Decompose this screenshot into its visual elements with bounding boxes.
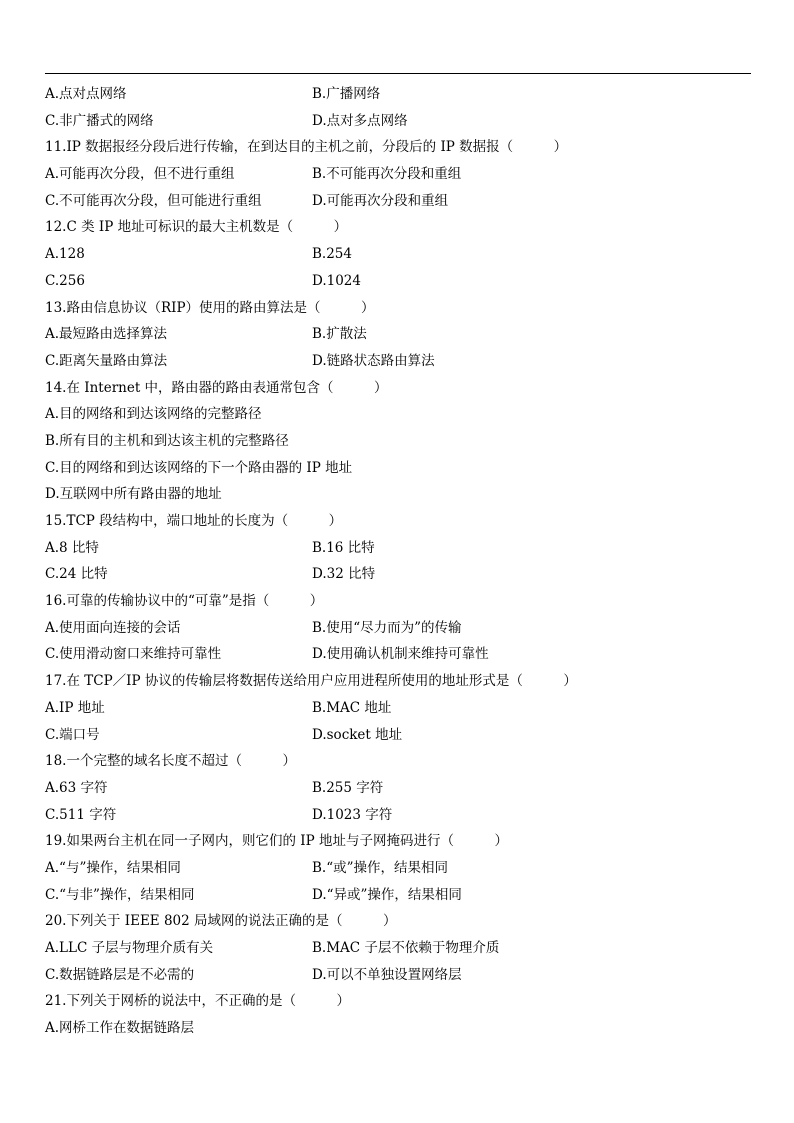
option-row xyxy=(45,321,751,348)
option-right: B.254 xyxy=(312,246,352,263)
question-stem: 17.在 TCP／IP 协议的传输层将数据传送给用户应用进程所使用的地址形式是（ ） xyxy=(45,673,577,690)
option-row xyxy=(45,962,751,989)
option-row xyxy=(45,615,751,642)
option-right: D.1024 xyxy=(312,272,361,289)
option-single: C.目的网络和到达该网络的下一个路由器的 IP 地址 xyxy=(45,459,353,476)
option-right: D.可以不单独设置网络层 xyxy=(312,966,462,983)
option-left: A.128 xyxy=(45,246,85,263)
option-row xyxy=(45,561,751,588)
option-row xyxy=(45,268,751,295)
option-right: D.可能再次分段和重组 xyxy=(312,192,449,209)
question-stem: 21.下列关于网桥的说法中，不正确的是（ ） xyxy=(45,993,350,1010)
option-row xyxy=(45,802,751,829)
option-right: B.扩散法 xyxy=(312,326,367,343)
option-left: C.使用滑动窗口来维持可靠性 xyxy=(45,646,222,663)
option-row xyxy=(45,188,751,215)
option-right: D.使用确认机制来维持可靠性 xyxy=(312,646,489,663)
option-left: C.距离矢量路由算法 xyxy=(45,352,168,369)
option-left: A.“与”操作，结果相同 xyxy=(45,859,181,876)
option-row xyxy=(45,775,751,802)
question-stem: 11.IP 数据报经分段后进行传输，在到达目的主机之前，分段后的 IP 数据报（ ） xyxy=(45,139,568,156)
option-row xyxy=(45,81,751,108)
option-right: D.链路状态路由算法 xyxy=(312,352,435,369)
option-right: B.MAC 子层不依赖于物理介质 xyxy=(312,940,500,956)
option-left: C.端口号 xyxy=(45,726,100,743)
option-left: C.256 xyxy=(45,272,85,289)
option-right: B.不可能再次分段和重组 xyxy=(312,166,462,183)
option-right: B.MAC 地址 xyxy=(312,699,392,716)
option-left: A.LLC 子层与物理介质有关 xyxy=(45,940,214,956)
option-left: A.最短路由选择算法 xyxy=(45,326,168,343)
option-row xyxy=(45,348,751,375)
option-right: D.32 比特 xyxy=(312,566,376,583)
option-row xyxy=(45,241,751,268)
option-row xyxy=(45,855,751,882)
option-right: D.点对多点网络 xyxy=(312,112,408,129)
question-stem: 16.可靠的传输协议中的“可靠”是指（ ） xyxy=(45,593,324,610)
option-single: A.网桥工作在数据链路层 xyxy=(45,1020,195,1037)
option-left: A.点对点网络 xyxy=(45,86,127,102)
question-stem: 14.在 Internet 中，路由器的路由表通常包含（ ） xyxy=(45,379,388,396)
option-left: C.数据链路层是不必需的 xyxy=(45,966,195,983)
option-left: A.63 字符 xyxy=(45,779,108,796)
option-single: B.所有目的主机和到达该主机的完整路径 xyxy=(45,432,289,449)
option-left: C.24 比特 xyxy=(45,566,108,583)
option-right: B.“或”操作，结果相同 xyxy=(312,859,449,876)
option-row xyxy=(45,935,751,962)
option-left: C.“与非”操作，结果相同 xyxy=(45,886,195,903)
option-left: C.不可能再次分段，但可能进行重组 xyxy=(45,192,262,209)
option-row xyxy=(45,161,751,188)
option-left: A.8 比特 xyxy=(45,539,99,556)
question-stem: 18.一个完整的域名长度不超过（ ） xyxy=(45,753,296,770)
question-stem: 15.TCP 段结构中，端口地址的长度为（ ） xyxy=(45,513,343,529)
option-right: D.1023 字符 xyxy=(312,806,393,823)
option-right: D.socket 地址 xyxy=(312,726,403,743)
option-left: A.可能再次分段，但不进行重组 xyxy=(45,166,235,183)
option-row xyxy=(45,641,751,668)
option-right: B.16 比特 xyxy=(312,539,375,556)
question-stem: 12.C 类 IP 地址可标识的最大主机数是（ ） xyxy=(45,219,348,236)
question-stem: 20.下列关于 IEEE 802 局域网的说法正确的是（ ） xyxy=(45,913,397,930)
option-left: C.非广播式的网络 xyxy=(45,112,154,129)
option-row xyxy=(45,695,751,722)
exam-content xyxy=(45,81,751,1042)
option-single: A.目的网络和到达该网络的完整路径 xyxy=(45,406,262,423)
option-left: C.511 字符 xyxy=(45,806,117,823)
option-row xyxy=(45,722,751,749)
option-right: B.255 字符 xyxy=(312,779,384,796)
question-stem: 19.如果两台主机在同一子网内，则它们的 IP 地址与子网掩码进行（ ） xyxy=(45,833,508,850)
question-stem: 13.路由信息协议（RIP）使用的路由算法是（ ） xyxy=(45,299,375,316)
option-row xyxy=(45,882,751,909)
option-single: D.互联网中所有路由器的地址 xyxy=(45,486,222,503)
option-row xyxy=(45,535,751,562)
option-left: A.使用面向连接的会话 xyxy=(45,619,181,636)
option-right: B.使用“尽力而为”的传输 xyxy=(312,619,462,636)
header-rule xyxy=(45,73,751,74)
option-row xyxy=(45,108,751,135)
option-left: A.IP 地址 xyxy=(45,699,105,716)
option-right: B.广播网络 xyxy=(312,86,381,102)
option-right: D.“异或”操作，结果相同 xyxy=(312,886,462,903)
